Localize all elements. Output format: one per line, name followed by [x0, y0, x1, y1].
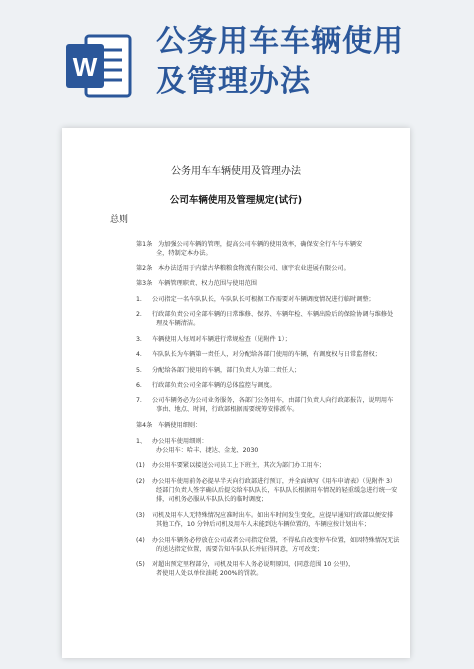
document-line: [136, 279, 257, 288]
document-line: [136, 511, 393, 520]
document-line: [136, 350, 381, 359]
line-text: 车辆使用人每周对车辆进行常规检查（见附件 1）；: [152, 336, 291, 343]
line-number: 1.: [136, 296, 142, 303]
line-number: 3.: [136, 336, 142, 343]
line-number: 第4条: [136, 422, 153, 429]
line-text: 本办法适用于内蒙古华粮粮食物流有限公司、康宇农业进展有限公司。: [158, 265, 350, 272]
document-line: [156, 545, 323, 554]
line-number: 4.: [136, 351, 142, 358]
line-number: 第3条: [136, 280, 153, 287]
document-line: [136, 240, 362, 249]
line-text: 司机及用车人无特殊情况应准时出车。如出车时间发生变化，应提早通知行政部以便安排: [152, 512, 394, 519]
line-number: (4): [136, 537, 145, 544]
document-line: [136, 295, 375, 304]
document-line: [156, 486, 397, 495]
document-line: [136, 421, 201, 430]
document-line: [136, 264, 350, 273]
document-line: [136, 477, 396, 486]
line-text: 分配给各部门使用的车辆，部门负责人为第二责任人；: [152, 367, 301, 374]
section-heading: 总则: [110, 215, 129, 225]
line-number: 2.: [136, 311, 142, 318]
line-text: 为加强公司车辆的管理，提高公司车辆的使用效率，确保安全行车与车辆安: [158, 241, 363, 248]
line-number: (3): [136, 512, 145, 519]
document-subtitle: 公司车辆使用及管理规定(试行): [169, 195, 303, 206]
line-text: 公司车辆务必为公司业务服务，各部门公务用车，由部门负责人向行政部报告，说明用车: [152, 397, 394, 404]
banner-title-line-2: 及管理办法: [156, 64, 311, 99]
line-text: 办公用车要紧以接送公司员工上下班主，其次为部门办工用车；: [152, 462, 326, 469]
document-line: [156, 249, 212, 258]
document-line: [156, 569, 262, 578]
line-number: 第2条: [136, 265, 153, 272]
line-text: 办公用车使用前务必提早半天向行政部进行预订，并全面填写《用车申请表》（见附件 3）: [152, 478, 397, 485]
document-page: [62, 128, 410, 658]
line-number: 1、: [136, 438, 147, 445]
line-text: 公司指定一名车队队长，车队队长可根据工作需要对车辆调度情况进行临时调整；: [152, 296, 375, 303]
banner-title: [156, 22, 456, 102]
line-text: 者使用人处以单位油耗 200%的罚款。: [156, 570, 263, 577]
line-number: 第1条: [136, 241, 153, 248]
document-line: [136, 381, 276, 390]
line-text: 办公用车使用细则：: [152, 438, 208, 445]
line-number: 7.: [136, 397, 142, 404]
line-text: 车队队长为车辆第一责任人，对分配给各部门使用的车辆，有调度权与日常监督权；: [152, 351, 381, 358]
line-text: 全，特制定本办法。: [156, 250, 212, 257]
line-text: 理及车辆清洁。: [156, 320, 200, 327]
line-number: 5.: [136, 367, 142, 374]
document-line: [156, 405, 298, 414]
document-line: [136, 396, 393, 405]
line-text: 对超出预定里程部分，司机及用车人务必说明原因，(同意范围 10 公里)，: [152, 561, 355, 568]
document-line: [136, 560, 354, 569]
line-text: 经部门负责人签字确认后提交给车队队长，车队队长根据用车情况的轻重缓急进行统一安: [156, 487, 398, 494]
line-number: (5): [136, 561, 145, 568]
line-number: 6.: [136, 382, 142, 389]
word-icon-letter: W: [72, 52, 98, 82]
document-line: [136, 536, 400, 545]
line-text: 办公用车辆务必停放在公司或者公司指定位置，不得私自改变停车位置，如因特殊情况无法: [152, 537, 400, 544]
document-line: [136, 310, 393, 319]
document-line: [156, 446, 258, 455]
word-document-icon: [62, 30, 134, 102]
line-text: 事由、地点、时间，行政部根据需要统筹安排派车。: [156, 406, 299, 413]
document-line: [156, 495, 267, 504]
line-text: 其他工作，10 分钟后司机及用车人未能到达车辆位置的，车辆应按计划出车；: [156, 521, 371, 528]
line-text: 办公用车：哈丰、捷达、金龙、2030: [156, 447, 259, 454]
line-text: 行政部负责公司全部车辆的日常维修、保养、车辆年检、车辆出险后的保险协调与维修处: [152, 311, 394, 318]
document-line: [136, 366, 301, 375]
line-number: (1): [136, 462, 145, 469]
banner: [0, 0, 474, 130]
banner-title-line-1: 公务用车车辆使用: [156, 24, 404, 59]
document-line: [136, 461, 325, 470]
line-text: 排，司机务必服从车队队长的临时调度；: [156, 496, 268, 503]
line-text: 车辆使用细则：: [158, 422, 202, 429]
document-line: [136, 335, 291, 344]
document-title: 公务用车车辆使用及管理办法: [171, 166, 301, 177]
document-line: [136, 437, 208, 446]
line-text: 车辆管理职责、权力范围与使用范围: [158, 280, 257, 287]
document-line: [156, 319, 199, 328]
line-text: 的送达指定位置，需要告知车队队长并征得同意，方可改变；: [156, 546, 324, 553]
line-number: (2): [136, 478, 145, 485]
line-text: 行政部负责公司全部车辆的总体监控与调度。: [152, 382, 276, 389]
document-line: [156, 520, 370, 529]
